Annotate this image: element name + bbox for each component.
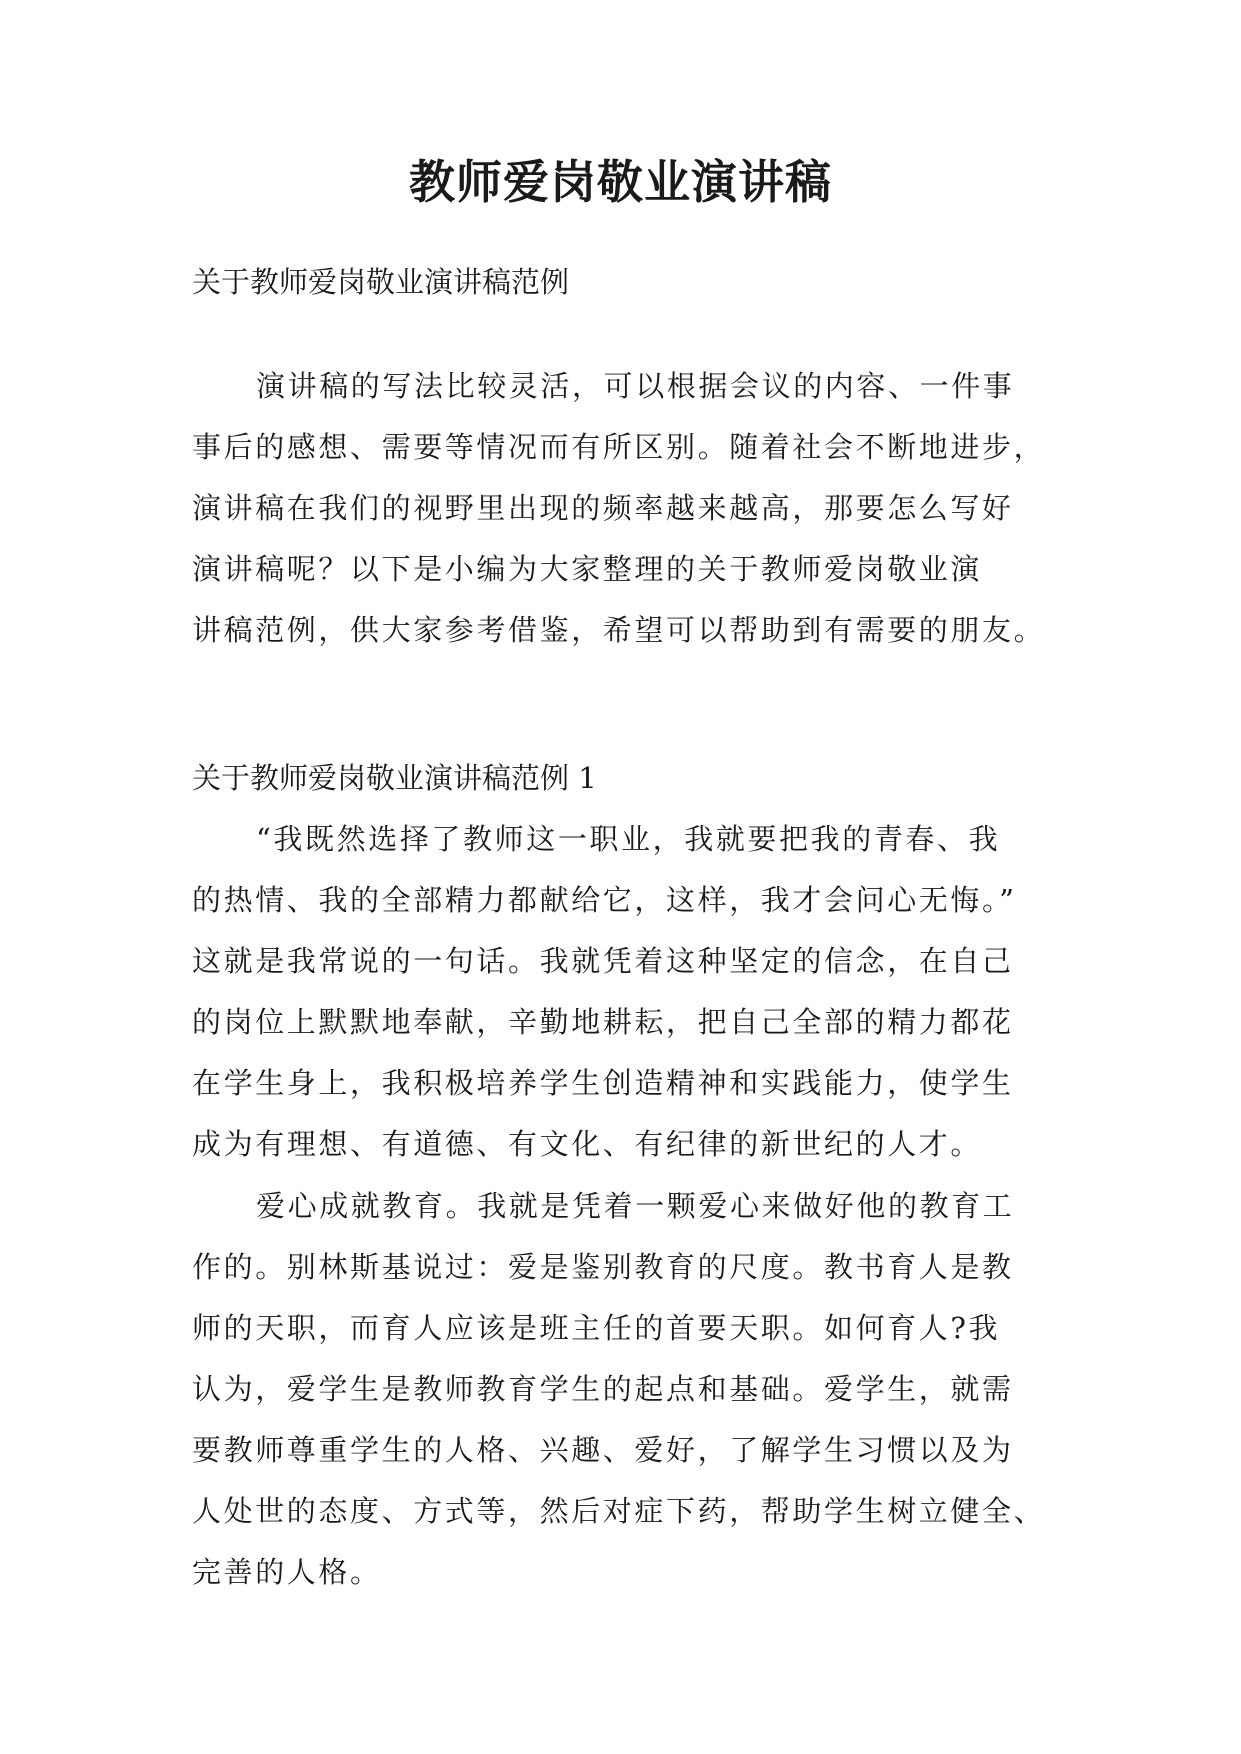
paragraph-line: 成为有理想、有道德、有文化、有纪律的新世纪的人才。 [192,1127,983,1161]
paragraph-line: 要教师尊重学生的人格、兴趣、爱好，了解学生习惯以及为 [192,1433,1014,1467]
paragraph-line: 的岗位上默默地奉献，辛勤地耕耘，把自己全部的精力都花 [192,1005,1014,1039]
intro-line: 讲稿范例，供大家参考借鉴，希望可以帮助到有需要的朋友。 [192,613,1046,647]
intro-line: 演讲稿在我们的视野里出现的频率越来越高，那要怎么写好 [192,491,1014,525]
paragraph-line: 爱心成就教育。我就是凭着一颗爱心来做好他的教育工 [256,1189,1015,1223]
intro-line: 演讲稿呢？以下是小编为大家整理的关于教师爱岗敬业演 [192,552,983,586]
document-title: 教师爱岗敬业演讲稿 [409,155,832,209]
paragraph-line: 师的天职，而育人应该是班主任的首要天职。如何育人?我 [192,1311,1001,1345]
document-subtitle: 关于教师爱岗敬业演讲稿范例 [192,265,570,299]
paragraph-line: “我既然选择了教师这一职业，我就要把我的青春、我 [256,822,1001,856]
paragraph-line: 人处世的态度、方式等，然后对症下药，帮助学生树立健全、 [192,1494,1046,1528]
paragraph-line: 这就是我常说的一句话。我就凭着这种坚定的信念，在自己 [192,944,1014,978]
intro-line: 演讲稿的写法比较灵活，可以根据会议的内容、一件事 [256,369,1015,403]
paragraph-line: 完善的人格。 [192,1555,382,1589]
paragraph-line: 作的。别林斯基说过：爱是鉴别教育的尺度。教书育人是教 [192,1250,1014,1284]
intro-line: 事后的感想、需要等情况而有所区别。随着社会不断地进步， [192,430,1046,464]
section-heading: 关于教师爱岗敬业演讲稿范例 1 [192,761,597,795]
paragraph-line: 的热情、我的全部精力都献给它，这样，我才会问心无悔。” [192,883,1017,917]
paragraph-line: 认为，爱学生是教师教育学生的起点和基础。爱学生，就需 [192,1372,1014,1406]
paragraph-line: 在学生身上，我积极培养学生创造精神和实践能力，使学生 [192,1066,1014,1100]
